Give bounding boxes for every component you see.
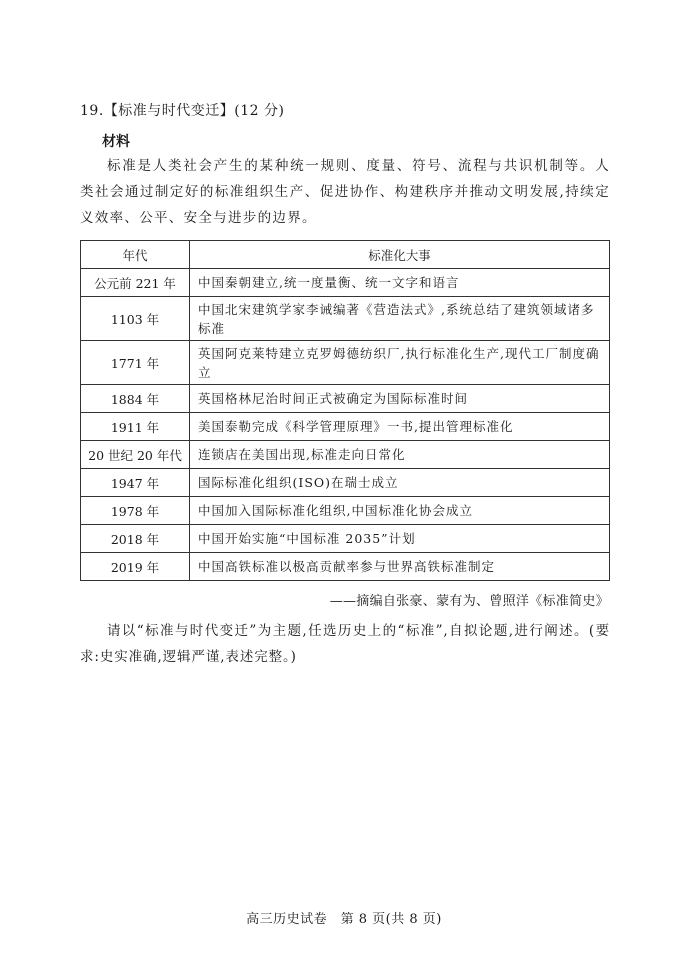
row-event: 中国开始实施“中国标准 2035”计划 [190,525,610,553]
row-event: 中国北宋建筑学家李诫编著《营造法式》,系统总结了建筑领域诸多标准 [190,297,610,341]
question-prompt: 请以“标准与时代变迁”为主题,任选历史上的“标准”,自拟论题,进行阐述。(要求:史实准确,逻辑严谨,表述完整。) [80,623,610,665]
row-year: 1911 年 [81,413,190,441]
question-title: 19.【标准与时代变迁】(12 分) [80,103,285,119]
header-year: 年代 [81,241,190,269]
table-row [81,269,610,297]
row-year: 1103 年 [81,297,190,341]
row-year: 公元前 221 年 [81,269,190,297]
row-year: 2018 年 [81,525,190,553]
table-row [81,469,610,497]
row-event: 中国秦朝建立,统一度量衡、统一文字和语言 [190,269,610,297]
standardization-events-table [80,240,610,581]
table-row [81,297,610,341]
source-citation: ——摘编自张豪、蒙有为、曾照洋《标准简史》 [329,594,609,609]
row-year: 1771 年 [81,341,190,385]
table-row [81,385,610,413]
table-row [81,553,610,581]
row-year: 1978 年 [81,497,190,525]
header-event: 标准化大事 [190,241,610,269]
row-year: 1947 年 [81,469,190,497]
row-year: 2019 年 [81,553,190,581]
table-row [81,441,610,469]
material-label: 材料 [102,134,130,150]
row-event: 国际标准化组织(ISO)在瑞士成立 [190,469,610,497]
table-row [81,525,610,553]
page-footer: 高三历史试卷 第 8 页(共 8 页) [246,912,442,927]
row-event: 英国阿克莱特建立克罗姆德纺织厂,执行标准化生产,现代工厂制度确立 [190,341,610,385]
table-row [81,413,610,441]
row-year: 20 世纪 20 年代 [81,441,190,469]
table-row [81,341,610,385]
row-event: 英国格林尼治时间正式被确定为国际标准时间 [190,385,610,413]
row-event: 中国高铁标准以极高贡献率参与世界高铁标准制定 [190,553,610,581]
table-row [81,497,610,525]
material-intro: 标准是人类社会产生的某种统一规则、度量、符号、流程与共识机制等。人类社会通过制定好的标准组织生产、促进协作、构建秩序并推动文明发展,持续定义效率、公平、安全与进步的边界。 [80,158,610,226]
row-event: 美国泰勒完成《科学管理原理》一书,提出管理标准化 [190,413,610,441]
row-year: 1884 年 [81,385,190,413]
row-event: 连锁店在美国出现,标准走向日常化 [190,441,610,469]
row-event: 中国加入国际标准化组织,中国标准化协会成立 [190,497,610,525]
